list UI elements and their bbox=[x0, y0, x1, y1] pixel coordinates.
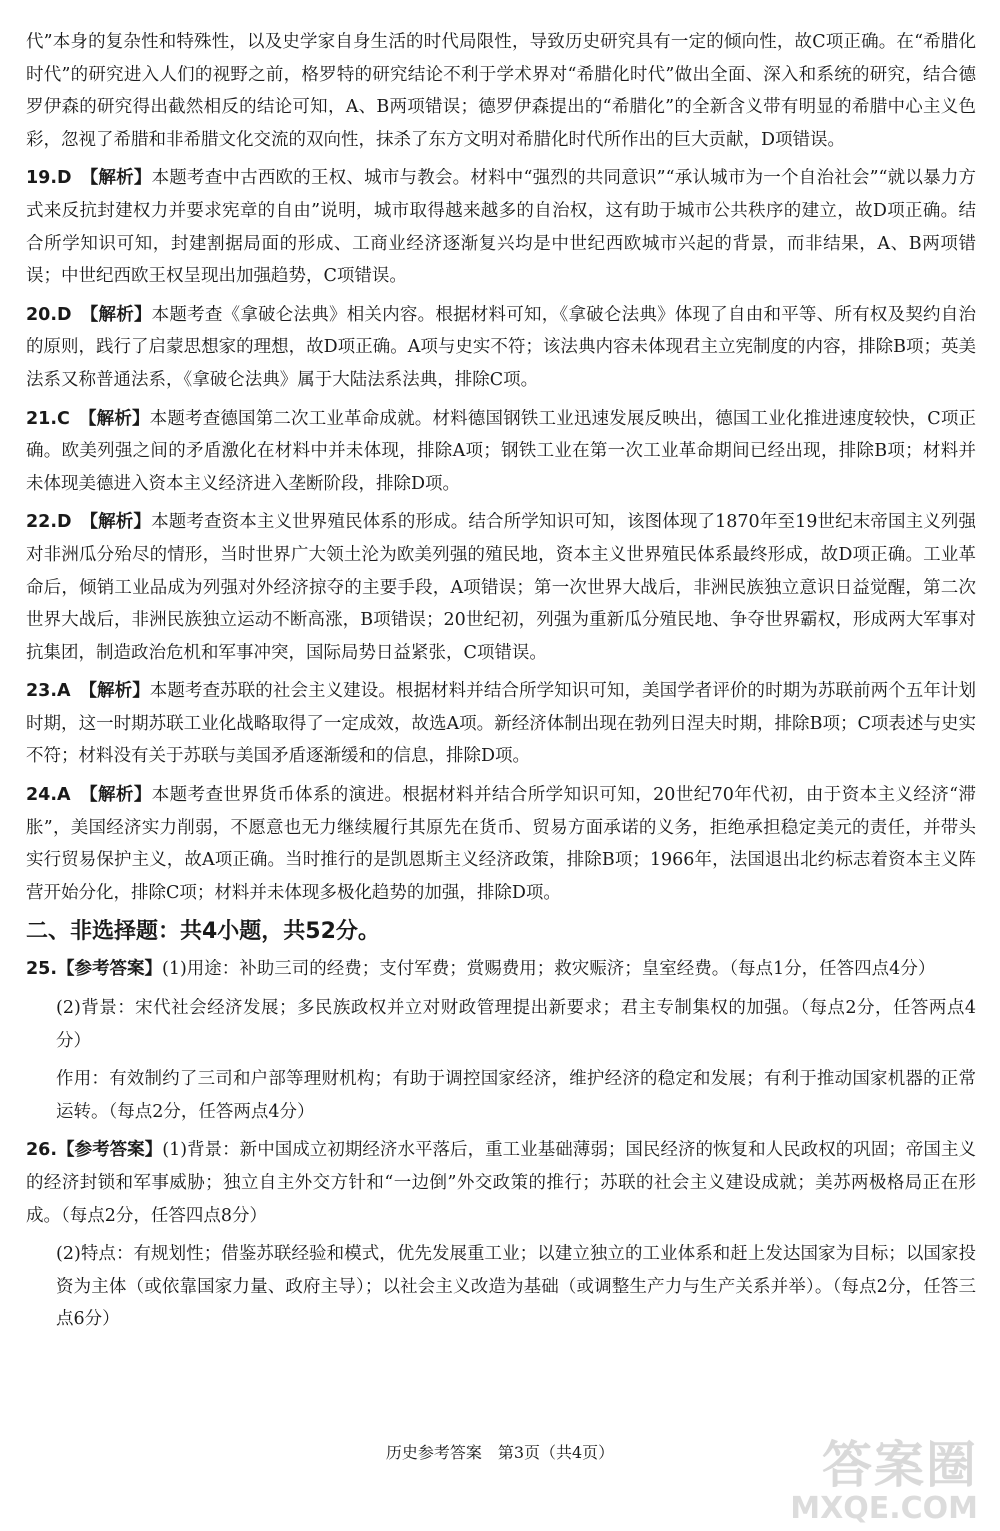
answer-text: (1)背景：新中国成立初期经济水平落后，重工业基础薄弱；国民经济的恢复和人民政权的巩固；帝国主义的经济封锁和军事威胁；独立自主外交方针和“一边倒”外交政策的推行；苏联的社会主义建设成就；美苏两极格局正在形成。（每点2分，任答四点8分） bbox=[26, 1140, 976, 1226]
answer-23 bbox=[26, 675, 976, 773]
paragraph-q18-continuation: 代”本身的复杂性和特殊性，以及史学家自身生活的时代局限性，导致历史研究具有一定的倾向性，故C项正确。在“希腊化时代”的研究进入人们的视野之前，格罗特的研究结论不利于学术界对“希腊化时代”做出全面、深入和系统的研究，结合德罗伊森的研究得出截然相反的结论可知，A、B两项错误；德罗伊森提出的“希腊化”的全新含义带有明显的希腊中心主义色彩，忽视了希腊和非希腊文化交流的双向性，抹杀了东方文明对希腊化时代所作出的巨大贡献，D项错误。 bbox=[26, 32, 976, 150]
question-number: 25. bbox=[26, 959, 58, 980]
answer-25-part3: 作用：有效制约了三司和户部等理财机构；有助于调控国家经济，维护经济的稳定和发展；有利于推动国家机器的正常运转。（每点2分，任答两点4分） bbox=[56, 1069, 976, 1122]
answer-22 bbox=[26, 506, 976, 669]
answer-20 bbox=[26, 299, 976, 397]
analysis-text: 本题考查《拿破仑法典》相关内容。根据材料可知，《拿破仑法典》体现了自由和平等、所有权及契约自治的原则，践行了启蒙思想家的理想，故D项正确。A项与史实不符；该法典内容未体现君主立宪制度的内容，排除B项；英美法系又称普通法系，《拿破仑法典》属于大陆法系法典，排除C项。 bbox=[26, 304, 977, 390]
analysis-tag: 【解析】 bbox=[89, 512, 152, 533]
question-number: 22.D bbox=[26, 512, 72, 533]
watermark-text-bottom: MXQE.COM bbox=[790, 1491, 978, 1526]
reference-answer-tag: 【参考答案】 bbox=[57, 1140, 163, 1161]
watermark-logo bbox=[778, 1425, 978, 1525]
analysis-text: 本题考查世界货币体系的演进。根据材料并结合所学知识可知，20世纪70年代初，由于资本主义经济“滞胀”，美国经济实力削弱，不愿意也无力继续履行其原先在货币、贸易方面承诺的义务，拒绝承担稳定美元的责任，并带头实行贸易保护主义，故A项正确。当时推行的是凯恩斯主义经济政策，排除B项；1966年，法国退出北约标志着资本主义阵营开始分化，排除C项；材料并未体现多极化趋势的加强，排除D项。 bbox=[26, 785, 976, 903]
analysis-tag: 【解析】 bbox=[88, 681, 150, 702]
answer-25-part2: (2)背景：宋代社会经济发展；多民族政权并立对财政管理提出新要求；君主专制集权的加强。（每点2分，任答两点4分） bbox=[56, 998, 976, 1051]
section-heading: 二、非选择题：共4小题，共52分。 bbox=[26, 919, 380, 945]
answer-26-part2: (2)特点：有规划性；借鉴苏联经验和模式，优先发展重工业；以建立独立的工业体系和赶上发达国家为目标；以国家投资为主体（或依靠国家力量、政府主导）；以社会主义改造为基础（或调整生产力与生产关系并举）。（每点2分，任答三点6分） bbox=[56, 1244, 976, 1330]
answer-21 bbox=[26, 403, 976, 501]
watermark-text-top: 答案圈 bbox=[822, 1436, 978, 1494]
answer-25-part1 bbox=[26, 953, 976, 986]
page-footer: 历史参考答案 第3页（共4页） bbox=[385, 1443, 615, 1462]
answer-24 bbox=[26, 779, 976, 909]
answer-page bbox=[26, 26, 976, 1342]
analysis-text: 本题考查资本主义世界殖民体系的形成。结合所学知识可知，该图体现了1870年至19世纪末帝国主义列强对非洲瓜分殆尽的情形，当时世界广大领土沦为欧美列强的殖民地，资本主义世界殖民体系最终形成，故D项正确。工业革命后，倾销工业品成为列强对外经济掠夺的主要手段，A项错误；第一次世界大战后，非洲民族独立意识日益觉醒，第二次世界大战后，非洲民族独立运动不断高涨，B项错误；20世纪初，列强为重新瓜分殖民地、争夺世界霸权，形成两大军事对抗集团，制造政治危机和军事冲突，国际局势日益紧张，C项错误。 bbox=[26, 512, 977, 663]
question-number: 20.D bbox=[26, 304, 72, 325]
question-number: 24.A bbox=[26, 785, 71, 806]
analysis-tag: 【解析】 bbox=[89, 304, 152, 325]
analysis-text: 本题考查苏联的社会主义建设。根据材料并结合所学知识可知，美国学者评价的时期为苏联前两个五年计划时期，这一时期苏联工业化战略取得了一定成效，故选A项。新经济体制出现在勃列日涅夫时期，排除B项；C项表述与史实不符；材料没有关于苏联与美国矛盾逐渐缓和的信息，排除D项。 bbox=[26, 681, 977, 767]
answer-26-part1 bbox=[26, 1134, 976, 1232]
question-number: 26. bbox=[26, 1140, 58, 1161]
answer-19 bbox=[26, 162, 976, 292]
analysis-tag: 【解析】 bbox=[88, 785, 152, 806]
question-number: 23.A bbox=[26, 681, 71, 702]
analysis-text: 本题考查中古西欧的王权、城市与教会。材料中“强烈的共同意识”“承认城市为一个自治社会”“就以暴力方式来反抗封建权力并要求宪章的自由”说明，城市取得越来越多的自治权，这有助于城市公共秩序的建立，故D项正确。结合所学知识可知，封建割据局面的形成、工商业经济逐渐复兴均是中世纪西欧城市兴起的背景，而非结果，A、B两项错误；中世纪西欧王权呈现出加强趋势，C项错误。 bbox=[26, 168, 977, 287]
reference-answer-tag: 【参考答案】 bbox=[57, 959, 163, 980]
question-number: 21.C bbox=[26, 408, 70, 429]
analysis-tag: 【解析】 bbox=[87, 408, 150, 429]
answer-text: (1)用途：补助三司的经费；支付军费；赏赐费用；救灾赈济；皇室经费。（每点1分，任答四点4分） bbox=[162, 959, 936, 980]
question-number: 19.D bbox=[26, 168, 72, 189]
analysis-text: 本题考查德国第二次工业革命成就。材料德国钢铁工业迅速发展反映出，德国工业化推进速度较快，C项正确。欧美列强之间的矛盾激化在材料中并未体现，排除A项；钢铁工业在第一次工业革命期间已经出现，排除B项；材料并未体现美德进入资本主义经济进入垄断阶段，排除D项。 bbox=[26, 408, 977, 494]
analysis-tag: 【解析】 bbox=[89, 168, 152, 189]
